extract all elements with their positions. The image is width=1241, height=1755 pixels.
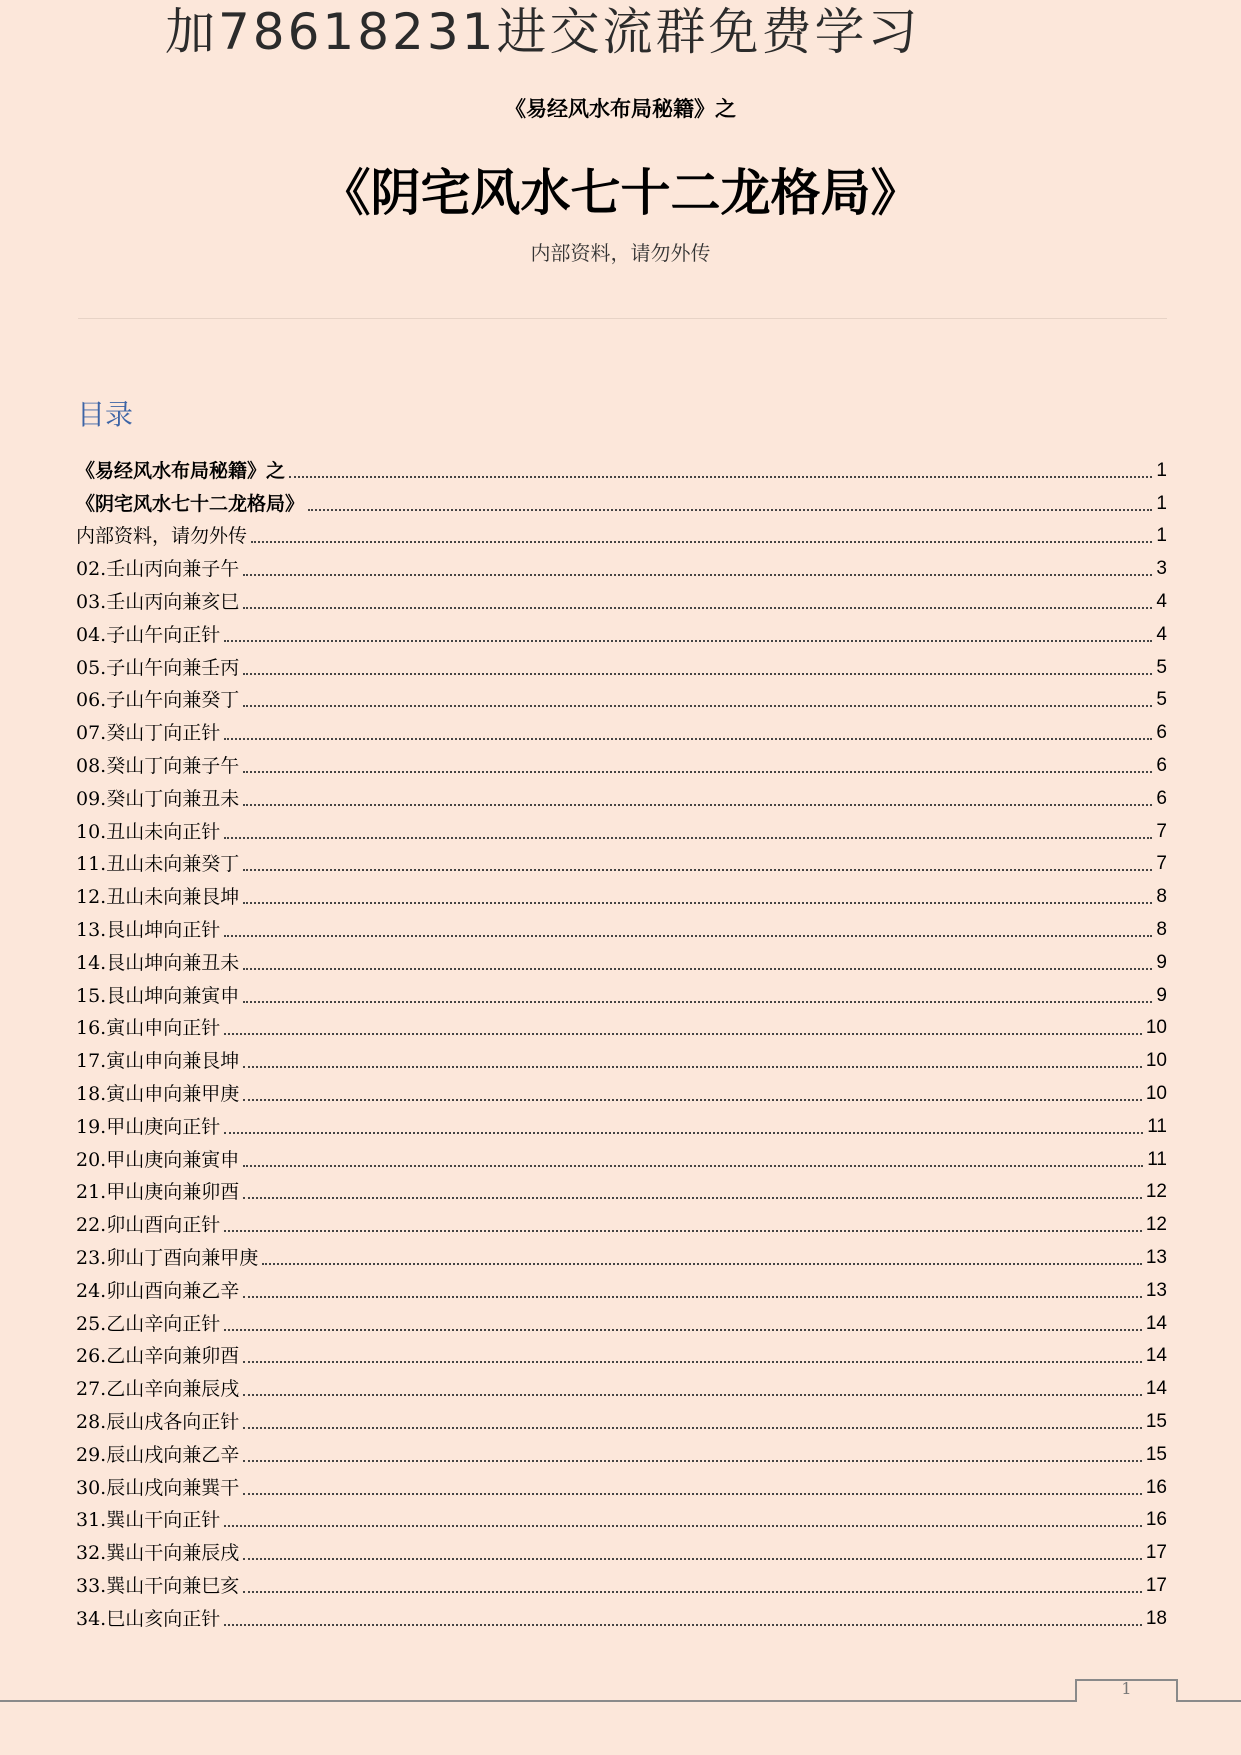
toc-dot-leader <box>224 640 1152 642</box>
toc-entry-page: 11 <box>1147 1148 1167 1170</box>
toc-entry-page: 1 <box>1156 459 1167 481</box>
toc-entry[interactable] <box>76 1140 1167 1173</box>
toc-entry[interactable] <box>76 1599 1167 1632</box>
toc-entry-title: 28.辰山戌各向正针 <box>76 1410 240 1433</box>
toc-entry-title: 04.子山午向正针 <box>76 623 221 646</box>
toc-entry-title: 18.寅山申向兼甲庚 <box>76 1082 240 1105</box>
toc-dot-leader <box>224 837 1152 839</box>
toc-entry-title: 25.乙山辛向正针 <box>76 1312 221 1335</box>
toc-entry-title: 26.乙山辛向兼卯酉 <box>76 1345 240 1368</box>
toc-entry-title: 22.卯山酉向正针 <box>76 1214 221 1237</box>
toc-entry[interactable] <box>76 681 1167 714</box>
toc-entry[interactable] <box>76 746 1167 779</box>
toc-entry-page: 16 <box>1145 1476 1167 1498</box>
toc-dot-leader <box>224 1132 1143 1134</box>
toc-entry-page: 1 <box>1156 525 1167 547</box>
toc-entry[interactable] <box>76 451 1167 484</box>
toc-entry-page: 10 <box>1145 1082 1167 1104</box>
toc-entry-page: 7 <box>1156 820 1167 842</box>
toc-entry[interactable] <box>76 1107 1167 1140</box>
toc-entry-page: 4 <box>1156 623 1167 645</box>
toc-entry[interactable] <box>76 615 1167 648</box>
toc-entry-page: 4 <box>1156 590 1167 612</box>
toc-entry[interactable] <box>76 976 1167 1009</box>
toc-entry[interactable] <box>76 1009 1167 1042</box>
toc-entry-page: 1 <box>1156 492 1167 514</box>
toc-entry[interactable] <box>76 1533 1167 1566</box>
toc-entry-page: 14 <box>1145 1312 1167 1334</box>
toc-entry-title: 30.辰山戌向兼巽干 <box>76 1476 240 1499</box>
toc-dot-leader <box>243 1558 1142 1560</box>
toc-dot-leader <box>243 1493 1142 1495</box>
toc-entry[interactable] <box>76 1468 1167 1501</box>
toc-dot-leader <box>243 1001 1152 1003</box>
toc-dot-leader <box>243 1066 1142 1068</box>
toc-entry[interactable] <box>76 1074 1167 1107</box>
toc-entry-title: 06.子山午向兼癸丁 <box>76 689 240 712</box>
toc-entry-title: 15.艮山坤向兼寅申 <box>76 984 240 1007</box>
toc-entry-page: 6 <box>1156 722 1167 744</box>
toc-entry[interactable] <box>76 713 1167 746</box>
toc-entry-title: 17.寅山申向兼艮坤 <box>76 1050 240 1073</box>
toc-dot-leader <box>224 1329 1142 1331</box>
toc-entry-title: 33.巽山干向兼巳亥 <box>76 1574 240 1597</box>
toc-dot-leader <box>243 1165 1143 1167</box>
toc-entry-title: 07.癸山丁向正针 <box>76 722 221 745</box>
toc-dot-leader <box>243 771 1152 773</box>
toc-entry-title: 31.巽山干向正针 <box>76 1509 221 1532</box>
toc-entry[interactable] <box>76 517 1167 550</box>
toc-entry[interactable] <box>76 845 1167 878</box>
toc-dot-leader <box>243 968 1152 970</box>
toc-entry-page: 6 <box>1156 787 1167 809</box>
toc-entry-page: 15 <box>1145 1410 1167 1432</box>
toc-entry-page: 13 <box>1145 1279 1167 1301</box>
toc-dot-leader <box>243 673 1152 675</box>
toc-entry[interactable] <box>76 1205 1167 1238</box>
toc-entry-page: 11 <box>1147 1115 1167 1137</box>
toc-entry-title: 21.甲山庚向兼卯酉 <box>76 1181 240 1204</box>
toc-entry[interactable] <box>76 1369 1167 1402</box>
toc-dot-leader <box>243 1197 1142 1199</box>
toc-entry-title: 09.癸山丁向兼丑未 <box>76 787 240 810</box>
confidential-notice: 内部资料，请勿外传 <box>530 241 711 265</box>
toc-dot-leader <box>243 574 1152 576</box>
toc-entry-title: 27.乙山辛向兼辰戌 <box>76 1378 240 1401</box>
toc-entry-page: 18 <box>1145 1607 1167 1629</box>
toc-entry-title: 16.寅山申向正针 <box>76 1017 221 1040</box>
toc-entry[interactable] <box>76 1402 1167 1435</box>
toc-entry-title: 34.巳山亥向正针 <box>76 1607 221 1630</box>
toc-entry-page: 5 <box>1156 689 1167 711</box>
toc-entry[interactable] <box>76 1041 1167 1074</box>
toc-entry-title: 23.卯山丁酉向兼甲庚 <box>76 1246 259 1269</box>
toc-dot-leader <box>224 1230 1142 1232</box>
toc-entry-page: 17 <box>1145 1542 1167 1564</box>
toc-entry-page: 14 <box>1145 1378 1167 1400</box>
book-title: 《阴宅风水七十二龙格局》 <box>320 164 921 222</box>
toc-dot-leader <box>243 804 1152 806</box>
toc-dot-leader <box>251 541 1152 543</box>
toc-dot-leader <box>243 705 1152 707</box>
toc-entry-page: 15 <box>1145 1443 1167 1465</box>
toc-entry[interactable] <box>76 484 1167 517</box>
toc-dot-leader <box>243 1099 1142 1101</box>
toc-dot-leader <box>243 902 1152 904</box>
toc-entry-page: 10 <box>1145 1050 1167 1072</box>
toc-entry-page: 17 <box>1145 1574 1167 1596</box>
series-title: 《易经风水布局秘籍》之 <box>505 97 736 121</box>
toc-dot-leader <box>262 1263 1142 1265</box>
toc-dot-leader <box>224 935 1152 937</box>
toc-entry[interactable] <box>76 943 1167 976</box>
toc-entry-title: 29.辰山戌向兼乙辛 <box>76 1443 240 1466</box>
toc-entry-title: 内部资料，请勿外传 <box>76 525 248 548</box>
page-number: 1 <box>1121 1679 1132 1698</box>
toc-entry[interactable] <box>76 549 1167 582</box>
footer-rule <box>0 1700 1241 1702</box>
toc-entry-page: 7 <box>1156 853 1167 875</box>
toc-entry-page: 9 <box>1156 951 1167 973</box>
toc-entry[interactable] <box>76 1566 1167 1599</box>
toc-dot-leader <box>224 738 1152 740</box>
toc-entry-page: 16 <box>1145 1509 1167 1531</box>
watermark-text: 加78618231进交流群免费学习 <box>165 3 921 61</box>
toc-entry[interactable] <box>76 1337 1167 1370</box>
toc-entry-page: 6 <box>1156 754 1167 776</box>
table-of-contents <box>76 451 1167 1632</box>
toc-entry-page: 8 <box>1156 886 1167 908</box>
toc-entry[interactable] <box>76 1501 1167 1534</box>
toc-entry-page: 8 <box>1156 918 1167 940</box>
toc-dot-leader <box>224 1525 1142 1527</box>
toc-entry-page: 9 <box>1156 984 1167 1006</box>
toc-entry-title: 24.卯山酉向兼乙辛 <box>76 1279 240 1302</box>
toc-entry-page: 12 <box>1145 1214 1167 1236</box>
toc-entry[interactable] <box>76 1435 1167 1468</box>
toc-entry[interactable] <box>76 910 1167 943</box>
toc-dot-leader <box>224 1624 1142 1626</box>
toc-entry-title: 05.子山午向兼壬丙 <box>76 656 240 679</box>
toc-entry[interactable] <box>76 812 1167 845</box>
toc-entry[interactable] <box>76 1304 1167 1337</box>
toc-entry-title: 12.丑山未向兼艮坤 <box>76 886 240 909</box>
toc-entry[interactable] <box>76 648 1167 681</box>
toc-entry[interactable] <box>76 1271 1167 1304</box>
toc-entry-title: 《阴宅风水七十二龙格局》 <box>76 492 305 515</box>
toc-dot-leader <box>243 1394 1142 1396</box>
toc-entry-title: 03.壬山丙向兼亥巳 <box>76 590 240 613</box>
toc-dot-leader <box>224 1033 1142 1035</box>
toc-entry-title: 13.艮山坤向正针 <box>76 918 221 941</box>
toc-entry-page: 10 <box>1145 1017 1167 1039</box>
toc-entry[interactable] <box>76 1238 1167 1271</box>
toc-dot-leader <box>243 1296 1142 1298</box>
toc-entry[interactable] <box>76 779 1167 812</box>
toc-dot-leader <box>243 869 1152 871</box>
toc-dot-leader <box>308 509 1152 511</box>
toc-heading: 目录 <box>77 398 134 431</box>
toc-entry-page: 12 <box>1145 1181 1167 1203</box>
toc-entry[interactable] <box>76 877 1167 910</box>
toc-entry-page: 3 <box>1156 558 1167 580</box>
toc-entry-page: 13 <box>1145 1246 1167 1268</box>
toc-entry-title: 20.甲山庚向兼寅申 <box>76 1148 240 1171</box>
toc-entry-title: 32.巽山干向兼辰戌 <box>76 1542 240 1565</box>
toc-dot-leader <box>243 607 1152 609</box>
toc-entry[interactable] <box>76 1173 1167 1206</box>
toc-entry-title: 14.艮山坤向兼丑未 <box>76 951 240 974</box>
toc-dot-leader <box>243 1591 1142 1593</box>
toc-entry-title: 19.甲山庚向正针 <box>76 1115 221 1138</box>
toc-entry[interactable] <box>76 582 1167 615</box>
toc-dot-leader <box>289 476 1152 478</box>
toc-entry-title: 02.壬山丙向兼子午 <box>76 558 240 581</box>
toc-entry-page: 5 <box>1156 656 1167 678</box>
toc-dot-leader <box>243 1460 1142 1462</box>
toc-entry-title: 10.丑山未向正针 <box>76 820 221 843</box>
header-divider <box>78 318 1167 319</box>
toc-dot-leader <box>243 1427 1142 1429</box>
toc-entry-title: 11.丑山未向兼癸丁 <box>76 853 240 876</box>
toc-dot-leader <box>243 1361 1142 1363</box>
toc-entry-title: 08.癸山丁向兼子午 <box>76 754 240 777</box>
toc-entry-page: 14 <box>1145 1345 1167 1367</box>
toc-entry-title: 《易经风水布局秘籍》之 <box>76 459 286 482</box>
